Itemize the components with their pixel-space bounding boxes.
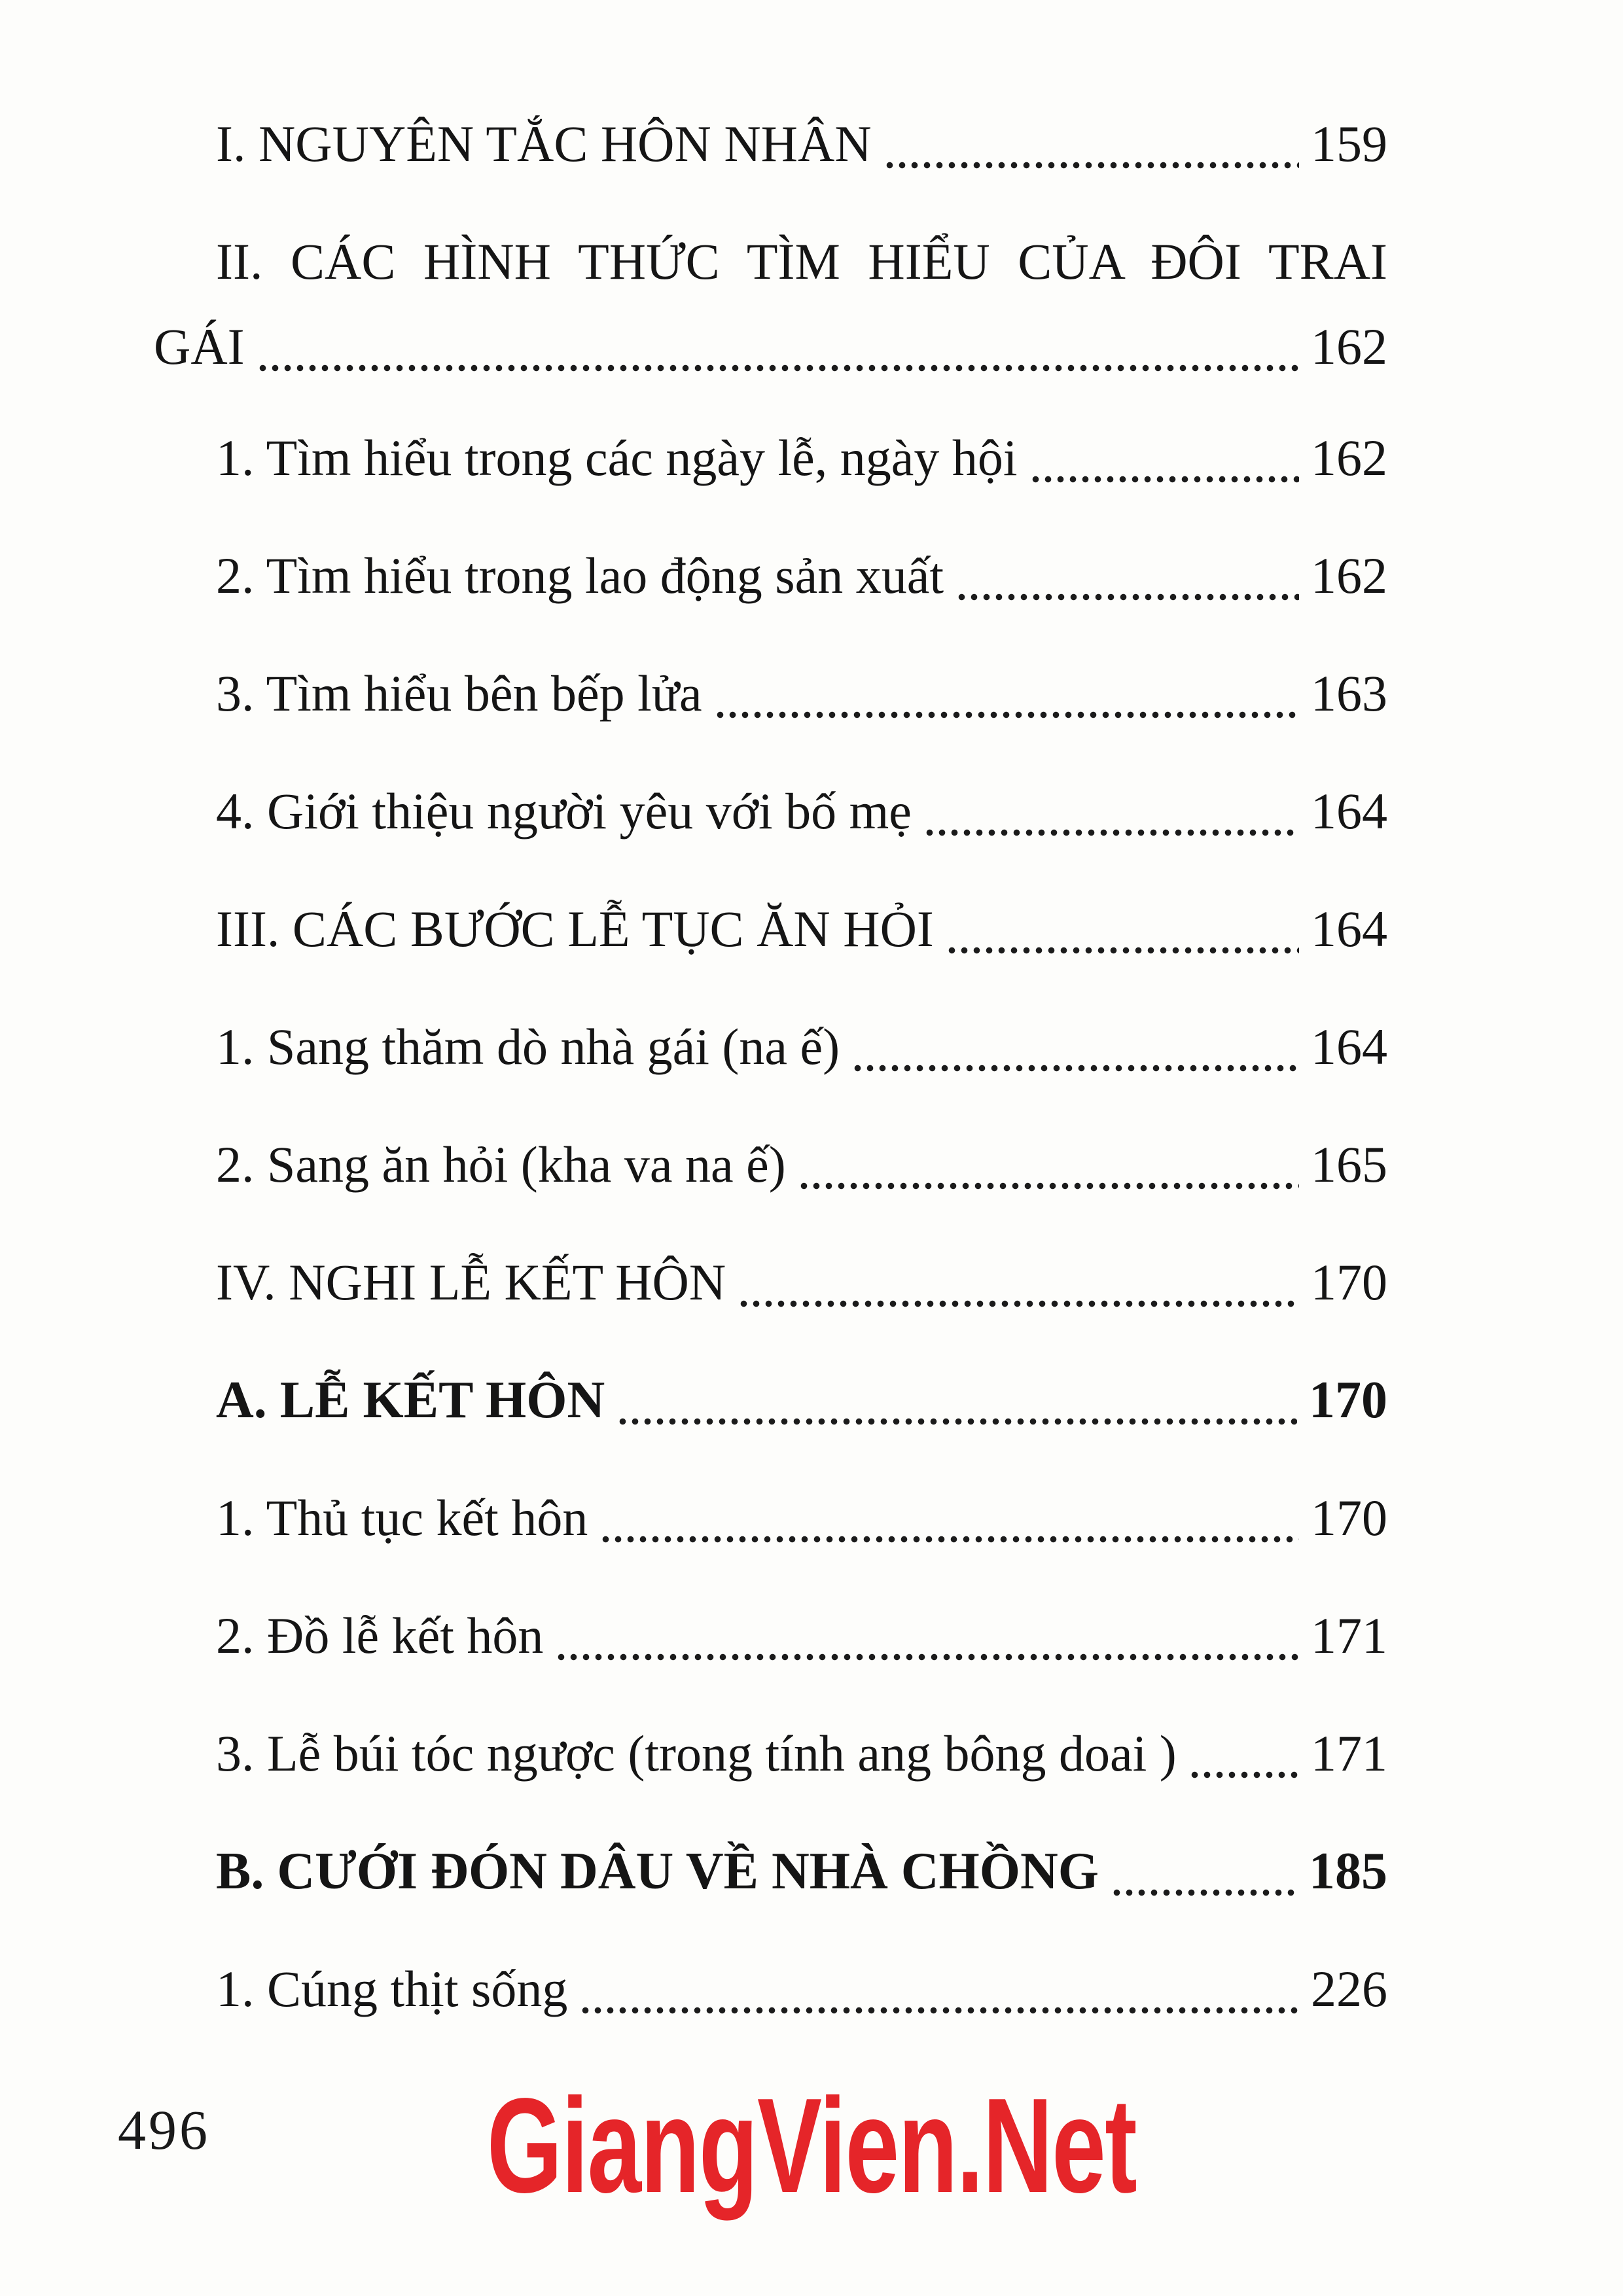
watermark-container bbox=[0, 2070, 1623, 2221]
dot-leader bbox=[616, 1417, 1297, 1426]
toc-entry-label: II. CÁC HÌNH THỨC TÌM HIỂU CỦA ĐÔI TRAI bbox=[216, 233, 1387, 290]
dot-leader bbox=[599, 1535, 1299, 1544]
toc-entry bbox=[154, 651, 1387, 736]
toc-entry-page: 165 bbox=[1311, 1136, 1387, 1193]
toc-entry-page: 171 bbox=[1311, 1725, 1387, 1782]
toc-entry bbox=[154, 1475, 1387, 1561]
toc-entry bbox=[154, 1122, 1387, 1207]
dot-leader bbox=[923, 828, 1299, 837]
toc-entry-label: I. NGUYÊN TẮC HÔN NHÂN bbox=[216, 115, 872, 172]
site-watermark: GiangVien.Net bbox=[486, 2070, 1137, 2221]
dot-leader bbox=[555, 1653, 1299, 1661]
dot-leader bbox=[851, 1064, 1299, 1072]
dot-leader bbox=[1111, 1888, 1297, 1897]
toc-entry-label: 2. Đồ lễ kết hôn bbox=[216, 1607, 544, 1664]
dot-leader bbox=[738, 1299, 1299, 1308]
toc-entry-label: 1. Thủ tục kết hôn bbox=[216, 1489, 588, 1546]
footer-page-number: 496 bbox=[118, 2098, 210, 2161]
toc-entry-page: 162 bbox=[1311, 547, 1387, 604]
toc-entry-page: 170 bbox=[1309, 1371, 1387, 1429]
toc-entry-page: 226 bbox=[1311, 1960, 1387, 2017]
toc-entry-page: 170 bbox=[1311, 1254, 1387, 1311]
toc-entry-label: 1. Cúng thịt sống bbox=[216, 1960, 568, 2017]
toc-entry-page: 162 bbox=[1311, 429, 1387, 486]
toc-entry-label: 1. Sang thăm dò nhà gái (na ế) bbox=[216, 1018, 840, 1075]
toc-entry-label: IV. NGHI LỄ KẾT HÔN bbox=[216, 1254, 726, 1311]
toc-entry-label: 3. Tìm hiểu bên bếp lửa bbox=[216, 665, 702, 722]
toc-entry-page: 163 bbox=[1311, 665, 1387, 722]
toc-entry-label-continuation: GÁI bbox=[154, 318, 245, 375]
toc-entry bbox=[154, 887, 1387, 972]
toc-entry-page: 159 bbox=[1311, 115, 1387, 172]
toc-entry bbox=[154, 1947, 1387, 2032]
toc-entry-page: 185 bbox=[1309, 1843, 1387, 1900]
toc-entry-label: 3. Lễ búi tóc ngược (trong tính ang bông doai ) bbox=[216, 1725, 1177, 1782]
toc-entry-label: 2. Sang ăn hỏi (kha va na ế) bbox=[216, 1136, 786, 1193]
toc-entry-label: III. CÁC BƯỚC LỄ TỤC ĂN HỎI bbox=[216, 900, 934, 957]
toc-entry-page: 164 bbox=[1311, 783, 1387, 839]
dot-leader bbox=[883, 161, 1299, 169]
dot-leader bbox=[1188, 1771, 1299, 1779]
dot-leader bbox=[955, 593, 1299, 601]
toc-entry bbox=[154, 1593, 1387, 1678]
toc-entry bbox=[154, 1240, 1387, 1325]
toc-entry-page: 164 bbox=[1311, 1018, 1387, 1075]
toc-entry bbox=[154, 415, 1387, 501]
toc-entry-page: 171 bbox=[1311, 1607, 1387, 1664]
dot-leader bbox=[798, 1182, 1299, 1190]
toc-entry bbox=[154, 219, 1387, 389]
toc-entry-label: 4. Giới thiệu người yêu với bố mẹ bbox=[216, 783, 912, 839]
toc-entry-label: 1. Tìm hiểu trong các ngày lễ, ngày hội bbox=[216, 429, 1018, 486]
dot-leader bbox=[1029, 475, 1299, 484]
dot-leader bbox=[714, 711, 1299, 719]
table-of-contents bbox=[154, 101, 1387, 2064]
toc-entry-page: 170 bbox=[1311, 1489, 1387, 1546]
toc-entry bbox=[154, 1358, 1387, 1443]
dot-leader bbox=[257, 364, 1299, 372]
toc-entry-label: 2. Tìm hiểu trong lao động sản xuất bbox=[216, 547, 944, 604]
toc-entry bbox=[154, 533, 1387, 618]
toc-entry-label: A. LỄ KẾT HÔN bbox=[216, 1371, 605, 1429]
toc-entry bbox=[154, 1711, 1387, 1796]
toc-entry-page: 164 bbox=[1311, 900, 1387, 957]
dot-leader bbox=[946, 946, 1299, 955]
toc-entry bbox=[154, 1004, 1387, 1089]
toc-entry bbox=[154, 769, 1387, 854]
dot-leader bbox=[579, 2006, 1299, 2015]
toc-entry-page: 162 bbox=[1311, 318, 1387, 375]
toc-entry bbox=[154, 1829, 1387, 1914]
toc-entry-label: B. CƯỚI ĐÓN DÂU VỀ NHÀ CHỒNG bbox=[216, 1843, 1099, 1900]
toc-entry bbox=[154, 101, 1387, 186]
